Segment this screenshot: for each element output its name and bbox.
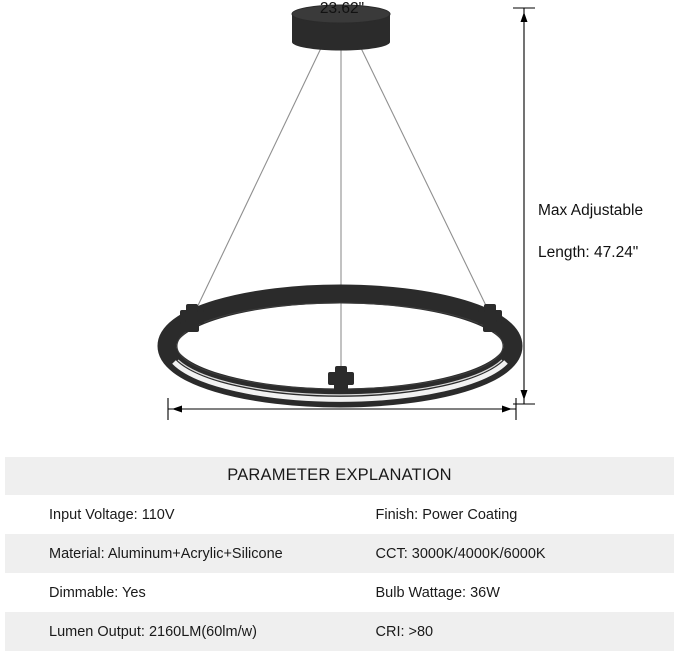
table-cell-bulb-wattage: Bulb Wattage: 36W (340, 573, 675, 612)
parameter-table (5, 457, 674, 651)
width-dimension-label: 23.62" (319, 0, 365, 17)
table-cell-dimmable: Dimmable: Yes (5, 573, 340, 612)
table-row (5, 573, 674, 612)
table-row (5, 534, 674, 573)
height-dimension-label (538, 180, 678, 285)
table-row (5, 495, 674, 534)
table-cell-lumen-output: Lumen Output: 2160LM(60lm/w) (5, 612, 340, 651)
table-cell-cri: CRI: >80 (340, 612, 675, 651)
suspension-cables (192, 46, 492, 382)
table-row (5, 612, 674, 651)
height-dimension-line1: Max Adjustable (538, 201, 644, 219)
height-dimension-line2: Length: 47.24" (538, 243, 639, 261)
table-cell-material: Material: Aluminum+Acrylic+Silicone (5, 534, 340, 573)
parameter-table-title: PARAMETER EXPLANATION (5, 457, 674, 495)
parameter-table-header-row (5, 457, 674, 495)
table-cell-finish: Finish: Power Coating (340, 495, 675, 534)
table-cell-input-voltage: Input Voltage: 110V (5, 495, 340, 534)
table-cell-cct: CCT: 3000K/4000K/6000K (340, 534, 675, 573)
